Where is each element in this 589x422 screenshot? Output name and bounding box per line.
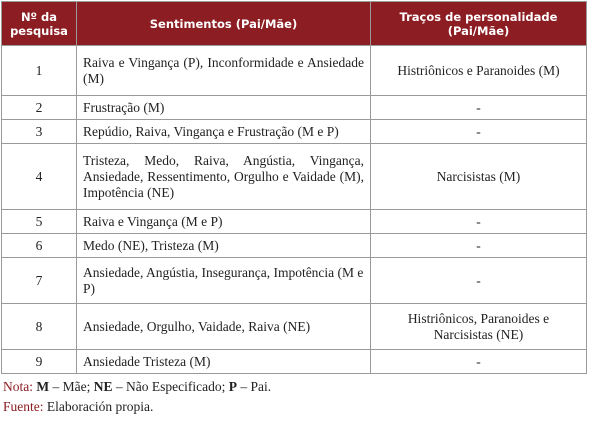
row-number: 2 [2,96,77,120]
table-notes [1,377,586,417]
table-row [2,258,587,304]
row-sentimentos: Repúdio, Raiva, Vingança e Frustração (M e P) [77,120,371,144]
row-tracos: - [371,120,587,144]
row-sentimentos: Raiva e Vingança (P), Inconformidade e Ansiedade (M) [77,46,371,96]
row-sentimentos: Ansiedade Tristeza (M) [77,350,371,374]
row-number: 6 [2,234,77,258]
row-number: 9 [2,350,77,374]
row-tracos: - [371,234,587,258]
personality-table [1,1,587,374]
row-sentimentos: Ansiedade, Orgulho, Vaidade, Raiva (NE) [77,304,371,350]
nota-p-text: – Pai. [236,379,272,394]
fonte-text: Elaboración propia. [43,399,154,414]
fonte-line [3,397,586,417]
nota-p-key: P [228,379,237,394]
table-row [2,210,587,234]
row-number: 8 [2,304,77,350]
row-sentimentos: Medo (NE), Tristeza (M) [77,234,371,258]
row-tracos: - [371,96,587,120]
row-tracos: - [371,350,587,374]
table-row [2,304,587,350]
row-number: 1 [2,46,77,96]
row-tracos: - [371,258,587,304]
table-row [2,144,587,210]
row-number: 3 [2,120,77,144]
row-tracos: - [371,210,587,234]
row-tracos: Narcisistas (M) [371,144,587,210]
nota-ne-text: – Não Especificado; [112,379,229,394]
table-row [2,46,587,96]
nota-ne-key: NE [93,379,113,394]
row-sentimentos: Raiva e Vingança (M e P) [77,210,371,234]
row-sentimentos: Frustração (M) [77,96,371,120]
table-container [1,1,586,417]
row-sentimentos: Ansiedade, Angústia, Insegurança, Impotência (M e P) [77,258,371,304]
row-number: 4 [2,144,77,210]
row-sentimentos: Tristeza, Medo, Raiva, Angústia, Vingança, Ansiedade, Ressentimento, Orgulho e Vaidade (M), Impotência (NE) [77,144,371,210]
nota-line [3,377,586,397]
header-sentimentos: Sentimentos (Pai/Mãe) [77,2,371,46]
table-row [2,96,587,120]
row-number: 5 [2,210,77,234]
table-row [2,234,587,258]
row-number: 7 [2,258,77,304]
header-tracos: Traços de personalidade (Pai/Mãe) [371,2,587,46]
nota-m-text: – Mãe; [49,379,94,394]
nota-label: Nota: [3,379,33,394]
fonte-label: Fuente: [3,399,44,414]
nota-m-key: M [36,379,50,394]
header-row [2,2,587,46]
table-row [2,350,587,374]
table-row [2,120,587,144]
row-tracos: Histriônicos, Paranoides e Narcisistas (NE) [371,304,587,350]
row-tracos: Histriônicos e Paranoides (M) [371,46,587,96]
header-num: Nº da pesquisa [2,2,77,46]
